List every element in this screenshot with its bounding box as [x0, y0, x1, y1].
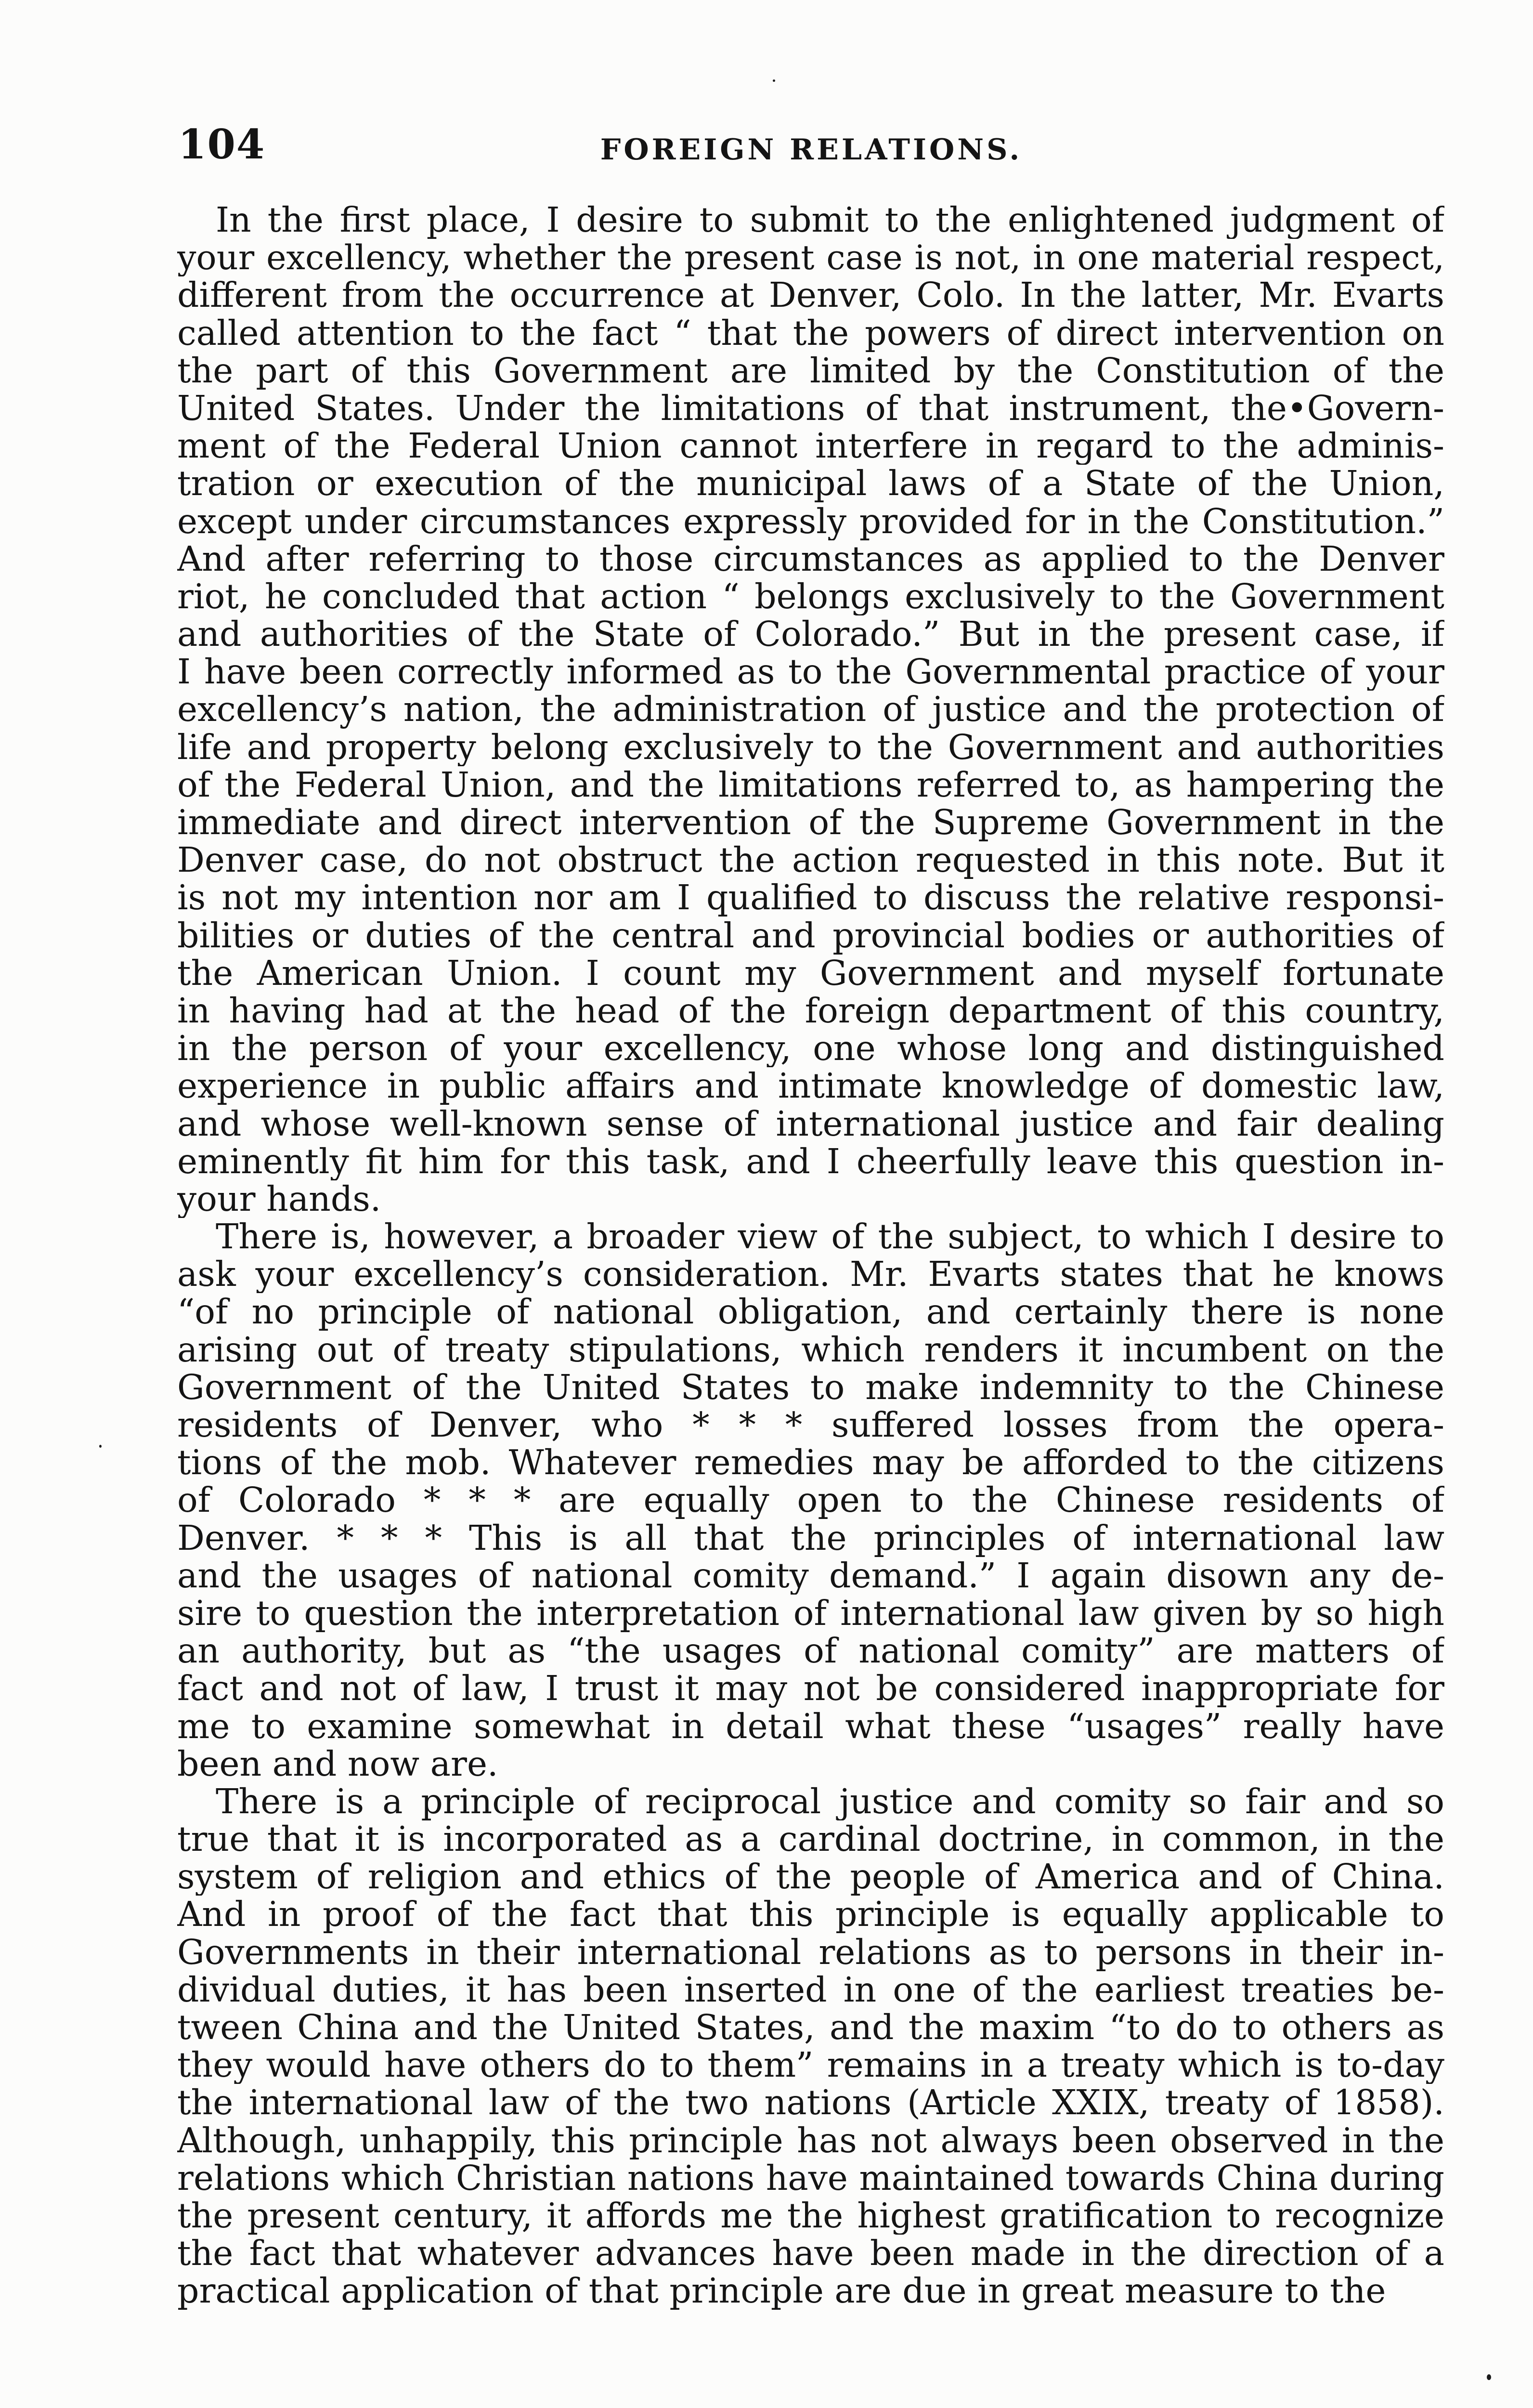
text-line: relations which Christian nations have maintained towards China during: [177, 2159, 1444, 2197]
text-line: and authorities of the State of Colorado.” But in the present case, if: [177, 615, 1444, 654]
text-line: sire to question the interpretation of international law given by so high: [177, 1594, 1444, 1633]
paper-speck: [773, 79, 775, 82]
page-number: 104: [178, 120, 266, 168]
paragraph: [177, 1783, 1444, 2310]
text-line: the present century, it affords me the highest gratification to recognize: [177, 2197, 1444, 2235]
text-line: And after referring to those circumstances as applied to the Denver: [177, 540, 1444, 578]
text-line: tween China and the United States, and the maxim “to do to others as: [177, 2009, 1444, 2047]
text-line: life and property belong exclusively to the Government and authorities: [177, 728, 1444, 766]
text-line: practical application of that principle are due in great measure to the: [177, 2272, 1386, 2310]
text-line: the American Union. I count my Government and myself fortunate: [177, 954, 1444, 992]
text-line: called attention to the fact “ that the powers of direct intervention on: [177, 314, 1444, 352]
text-line: dividual duties, it has been inserted in one of the earliest treaties be-: [177, 1971, 1444, 2009]
text-line: I have been correctly informed as to the Governmental practice of your: [177, 653, 1444, 691]
text-line: of the Federal Union, and the limitations referred to, as hampering the: [177, 766, 1444, 804]
text-line: There is, however, a broader view of the subject, to which I desire to: [216, 1218, 1444, 1256]
paper-speck: [99, 1445, 102, 1448]
running-head: FOREIGN RELATIONS.: [600, 133, 1023, 167]
text-line: bilities or duties of the central and provincial bodies or authorities of: [177, 916, 1444, 955]
text-line: your hands.: [177, 1180, 381, 1218]
text-line: ask your excellency’s consideration. Mr. Evarts states that he knows: [177, 1256, 1444, 1294]
text-line: is not my intention nor am I qualified to discuss the relative responsi-: [177, 879, 1444, 917]
page-header: [178, 120, 1444, 173]
text-line: they would have others do to them” remains in a treaty which is to-day: [177, 2046, 1444, 2084]
text-line: system of religion and ethics of the people of America and of China.: [177, 1858, 1444, 1896]
text-line: fact and not of law, I trust it may not be considered inappropriate for: [177, 1670, 1444, 1708]
text-line: different from the occurrence at Denver, Colo. In the latter, Mr. Evarts: [177, 276, 1444, 314]
text-line: arising out of treaty stipulations, which renders it incumbent on the: [177, 1331, 1444, 1369]
body-text: [177, 201, 1444, 2310]
text-line: the part of this Government are limited by the Constitution of the: [177, 352, 1444, 390]
paragraph: [177, 201, 1444, 1218]
text-line: eminently fit him for this task, and I cheerfully leave this question in-: [177, 1142, 1444, 1180]
text-line: Denver. * * * This is all that the principles of international law: [177, 1519, 1444, 1557]
text-line: an authority, but as “the usages of national comity” are matters of: [177, 1632, 1444, 1670]
text-line: immediate and direct intervention of the Supreme Government in the: [177, 804, 1444, 842]
text-line: and the usages of national comity demand.” I again disown any de-: [177, 1557, 1444, 1595]
text-line: ment of the Federal Union cannot interfere in regard to the adminis-: [177, 427, 1444, 465]
text-line: experience in public affairs and intimate knowledge of domestic law,: [177, 1067, 1444, 1105]
text-line: me to examine somewhat in detail what these “usages” really have: [177, 1707, 1444, 1745]
text-line: residents of Denver, who * * * suffered losses from the opera-: [177, 1406, 1444, 1444]
text-line: the international law of the two nations (Article XXIX, treaty of 1858).: [177, 2084, 1444, 2122]
paper-speck: [1487, 2374, 1491, 2380]
text-line: except under circumstances expressly provided for in the Constitution.”: [177, 502, 1444, 540]
text-line: and whose well-known sense of international justice and fair dealing: [177, 1105, 1444, 1143]
text-line: the fact that whatever advances have been made in the direction of a: [177, 2235, 1444, 2273]
text-line: Government of the United States to make indemnity to the Chinese: [177, 1368, 1444, 1406]
text-line: tration or execution of the municipal laws of a State of the Union,: [177, 465, 1444, 503]
paragraph: [177, 1218, 1444, 1783]
text-line: And in proof of the fact that this principle is equally applicable to: [177, 1896, 1444, 1934]
text-line: Governments in their international relations as to persons in their in-: [177, 1933, 1444, 1971]
text-line: in the person of your excellency, one whose long and distinguished: [177, 1030, 1444, 1068]
text-line: of Colorado * * * are equally open to the Chinese residents of: [177, 1481, 1444, 1519]
text-line: United States. Under the limitations of that instrument, the•Govern-: [177, 389, 1444, 428]
text-line: excellency’s nation, the administration of justice and the protection of: [177, 691, 1444, 729]
text-line: “of no principle of national obligation, and certainly there is none: [177, 1293, 1444, 1331]
text-line: In the first place, I desire to submit to the enlightened judgment of: [216, 201, 1444, 239]
text-line: Denver case, do not obstruct the action requested in this note. But it: [177, 841, 1444, 879]
text-line: in having had at the head of the foreign department of this country,: [177, 992, 1444, 1030]
text-line: your excellency, whether the present case is not, in one material respect,: [177, 239, 1444, 277]
text-line: riot, he concluded that action “ belongs exclusively to the Government: [177, 577, 1444, 616]
text-line: tions of the mob. Whatever remedies may be afforded to the citizens: [177, 1444, 1444, 1482]
text-line: true that it is incorporated as a cardinal doctrine, in common, in the: [177, 1820, 1444, 1858]
text-line: been and now are.: [177, 1745, 498, 1783]
text-line: There is a principle of reciprocal justice and comity so fair and so: [216, 1782, 1444, 1821]
text-line: Although, unhappily, this principle has not always been observed in the: [177, 2121, 1444, 2159]
